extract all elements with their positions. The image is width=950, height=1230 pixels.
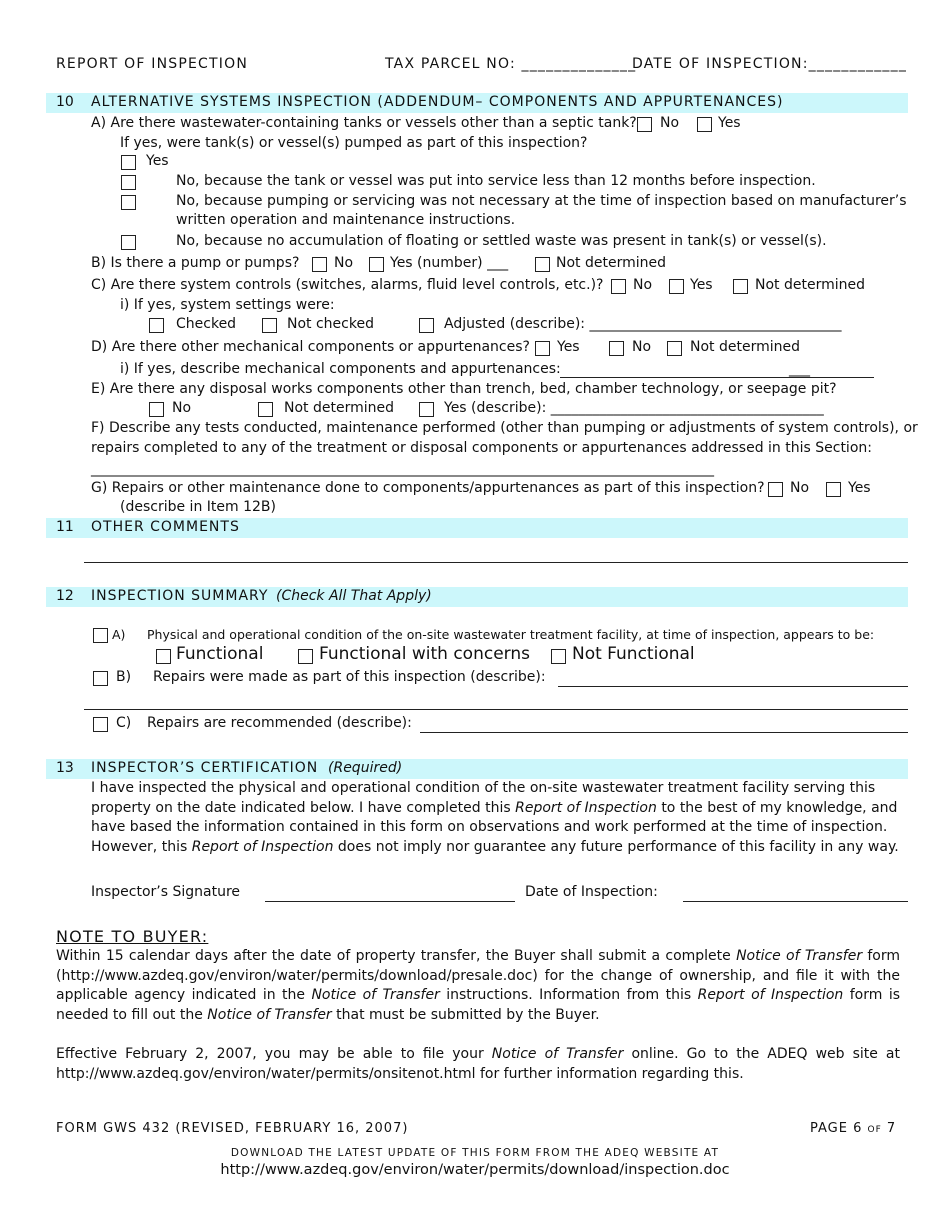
10d-not-determined-label: Not determined <box>690 339 800 355</box>
certification-line-2-end: to the best of my knowledge, and <box>661 800 898 816</box>
report-title: REPORT OF INSPECTION <box>56 56 248 72</box>
10a-opt2-label: No, because pumping or servicing was not necessary at the time of inspection based on manufacturer’s <box>176 193 907 209</box>
10g-no-checkbox[interactable] <box>768 482 783 497</box>
10a-pumped-yes-label: Yes <box>146 153 169 169</box>
10c-not-checked-label: Not checked <box>287 316 374 332</box>
tax-parcel-field[interactable]: TAX PARCEL NO: ______________ <box>385 56 637 72</box>
section-12-number: 12 <box>56 588 74 604</box>
12b-describe-line[interactable] <box>558 686 908 687</box>
12b-checkbox[interactable] <box>93 671 108 686</box>
certification-line-3: have based the information contained in this form on observations and work performed at the time of inspection. <box>91 819 888 835</box>
question-10f-line1: F) Describe any tests conducted, maintenance performed (other than pumping or adjustments of system controls), or <box>91 420 918 436</box>
section-13-title: INSPECTOR’S CERTIFICATION <box>91 760 319 776</box>
10a-no-label: No <box>660 115 680 131</box>
10f-describe-field[interactable]: _________________________________________________________________________________________ <box>91 461 714 477</box>
10a-opt2-label-cont: written operation and maintenance instructions. <box>176 212 516 228</box>
note-paragraph-2 <box>56 1045 900 1084</box>
certification-line-4-start: However, this <box>91 839 188 855</box>
10g-no-label: No <box>790 480 810 496</box>
10g-yes-checkbox[interactable] <box>826 482 841 497</box>
download-url[interactable]: http://www.azdeq.gov/environ/water/permits/download/inspection.doc <box>220 1162 730 1178</box>
10c-no-label: No <box>633 277 653 293</box>
12c-checkbox[interactable] <box>93 717 108 732</box>
12a-not-functional-checkbox[interactable] <box>551 649 566 664</box>
10c-no-checkbox[interactable] <box>611 279 626 294</box>
certification-line-2 <box>91 800 897 816</box>
section-11-number: 11 <box>56 519 74 535</box>
note-p1-d-italic: Notice of Transfer <box>207 1006 332 1023</box>
note-p1-c: applicable agency indicated in the <box>56 987 306 1004</box>
10c-not-checked-checkbox[interactable] <box>262 318 277 333</box>
section-10-number: 10 <box>56 94 74 110</box>
10a-opt1-checkbox[interactable] <box>121 175 136 190</box>
10e-no-label: No <box>172 400 192 416</box>
10a-yes-label: Yes <box>718 115 741 131</box>
12c-describe-line[interactable] <box>420 732 908 733</box>
10e-yes-checkbox[interactable] <box>419 402 434 417</box>
10a-opt3-checkbox[interactable] <box>121 235 136 250</box>
12a-not-functional-label: Not Functional <box>572 644 695 664</box>
10a-opt1-label: No, because the tank or vessel was put into service less than 12 months before inspection. <box>176 173 816 189</box>
12a-label: A) <box>112 627 126 642</box>
note-paragraph-1 <box>56 947 900 1025</box>
date-of-inspection-label: Date of Inspection: <box>525 884 658 900</box>
inspector-signature-line[interactable] <box>265 901 515 902</box>
10b-yes-number-label: Yes (number) ___ <box>390 255 509 271</box>
12a-functional-concerns-checkbox[interactable] <box>298 649 313 664</box>
10c-not-determined-checkbox[interactable] <box>733 279 748 294</box>
10a-opt2-checkbox[interactable] <box>121 195 136 210</box>
10g-yes-label: Yes <box>848 480 871 496</box>
10b-no-checkbox[interactable] <box>312 257 327 272</box>
question-10e: E) Are there any disposal works components other than trench, bed, chamber technology, or seepage pit? <box>91 381 837 397</box>
question-10c: C) Are there system controls (switches, alarms, fluid level controls, etc.)? <box>91 277 604 293</box>
10c-yes-label: Yes <box>690 277 713 293</box>
10a-no-checkbox[interactable] <box>637 117 652 132</box>
certification-line-4 <box>91 839 899 855</box>
10e-no-checkbox[interactable] <box>149 402 164 417</box>
note-p2-a-italic: Notice of Transfer <box>491 1046 624 1062</box>
form-number: FORM GWS 432 (REVISED, FEBRUARY 16, 2007) <box>56 1121 409 1136</box>
question-10c-sub: i) If yes, system settings were: <box>120 297 335 313</box>
section-11-title: OTHER COMMENTS <box>91 519 240 535</box>
question-10b: B) Is there a pump or pumps? <box>91 255 300 271</box>
note-p2-a-end: online. Go to the ADEQ web site at <box>631 1046 901 1062</box>
10e-not-determined-checkbox[interactable] <box>258 402 273 417</box>
10d-describe-line[interactable] <box>560 377 874 378</box>
10c-checked-checkbox[interactable] <box>149 318 164 333</box>
12a-functional-concerns-label: Functional with concerns <box>319 644 530 664</box>
certification-line-2-italic: Report of Inspection <box>515 800 657 816</box>
12a-functional-checkbox[interactable] <box>156 649 171 664</box>
10e-yes-describe-field[interactable]: Yes (describe): _______________________________________ <box>444 400 824 416</box>
question-10a-followup: If yes, were tank(s) or vessel(s) pumped as part of this inspection? <box>120 135 588 151</box>
10c-not-determined-label: Not determined <box>755 277 865 293</box>
12c-label: C) <box>116 715 132 731</box>
10a-yes-checkbox[interactable] <box>697 117 712 132</box>
note-p1-d: needed to fill out the <box>56 1006 203 1023</box>
10d-no-checkbox[interactable] <box>609 341 624 356</box>
section-10-title: ALTERNATIVE SYSTEMS INSPECTION (ADDENDUM– COMPONENTS AND APPURTENANCES) <box>91 94 784 110</box>
section-13-note: (Required) <box>328 760 403 776</box>
10d-no-label: No <box>632 339 652 355</box>
10b-not-determined-checkbox[interactable] <box>535 257 550 272</box>
10b-no-label: No <box>334 255 354 271</box>
10d-yes-label: Yes <box>557 339 580 355</box>
note-p1-c-italic-2: Report of Inspection <box>697 987 844 1004</box>
date-of-inspection-field[interactable]: DATE OF INSPECTION:____________ <box>632 56 908 72</box>
note-p1-c-mid: instructions. Information from this <box>446 987 692 1004</box>
certification-line-1: I have inspected the physical and operational condition of the on-site wastewater treatment facility serving this <box>91 780 876 796</box>
download-notice: DOWNLOAD THE LATEST UPDATE OF THIS FORM FROM THE ADEQ WEBSITE AT <box>230 1147 720 1159</box>
certification-line-4-italic: Report of Inspection <box>191 839 334 855</box>
question-10g: G) Repairs or other maintenance done to components/appurtenances as part of this inspection? <box>91 480 765 496</box>
question-10d-sub: i) If yes, describe mechanical components and appurtenances: <box>120 361 561 377</box>
12c-text: Repairs are recommended (describe): <box>147 715 412 731</box>
note-p1-d-end: that must be submitted by the Buyer. <box>336 1006 600 1023</box>
page-number: PAGE 6 of 7 <box>810 1121 897 1136</box>
note-p1-c-italic: Notice of Transfer <box>311 987 440 1004</box>
question-10g-note: (describe in Item 12B) <box>120 499 276 515</box>
question-10f-line2: repairs completed to any of the treatment or disposal components or appurtenances addressed in this Section: <box>91 440 872 456</box>
10c-yes-checkbox[interactable] <box>669 279 684 294</box>
note-p1-a: Within 15 calendar days after the date of property transfer, the Buyer shall submit a complete <box>56 948 731 964</box>
note-p2-b: http://www.azdeq.gov/environ/water/permits/onsitenot.html for further information regarding this. <box>56 1065 744 1082</box>
question-10a: A) Are there wastewater-containing tanks or vessels other than a septic tank? <box>91 115 637 131</box>
10e-not-determined-label: Not determined <box>284 400 394 416</box>
certification-line-2-start: property on the date indicated below. I have completed this <box>91 800 511 816</box>
10d-yes-checkbox[interactable] <box>535 341 550 356</box>
12b-text: Repairs were made as part of this inspection (describe): <box>153 669 546 685</box>
section-12-note: (Check All That Apply) <box>276 588 432 604</box>
question-10d: D) Are there other mechanical components or appurtenances? <box>91 339 530 355</box>
12a-functional-label: Functional <box>176 644 264 664</box>
certification-line-4-end: does not imply nor guarantee any future performance of this facility in any way. <box>337 839 899 855</box>
note-p1-b: (http://www.azdeq.gov/environ/water/permits/download/presale.doc) for the change of ownership, and file it with the <box>56 967 900 984</box>
section-13-number: 13 <box>56 760 74 776</box>
note-p1-a-italic: Notice of Transfer <box>736 948 863 964</box>
inspector-signature-label: Inspector’s Signature <box>91 884 241 900</box>
note-p2-a: Effective February 2, 2007, you may be able to file your <box>56 1046 484 1062</box>
10d-describe-blank: ___ <box>789 361 810 377</box>
10c-adjusted-field[interactable]: Adjusted (describe): ____________________________________ <box>444 316 842 332</box>
note-p1-a-end: form <box>867 948 901 964</box>
12a-checkbox[interactable] <box>93 628 108 643</box>
10c-checked-label: Checked <box>176 316 237 332</box>
10b-yes-checkbox[interactable] <box>369 257 384 272</box>
other-comments-line[interactable] <box>84 562 908 563</box>
date-of-inspection-line[interactable] <box>683 901 908 902</box>
note-p1-c-end: form is <box>849 987 901 1004</box>
10a-opt3-label: No, because no accumulation of floating or settled waste was present in tank(s) or vessel(s). <box>176 233 827 249</box>
10b-not-determined-label: Not determined <box>556 255 666 271</box>
section-12-title: INSPECTION SUMMARY <box>91 588 269 604</box>
12b-label: B) <box>116 669 132 685</box>
10c-adjusted-checkbox[interactable] <box>419 318 434 333</box>
12b-describe-line-2[interactable] <box>84 709 908 710</box>
10d-not-determined-checkbox[interactable] <box>667 341 682 356</box>
12a-text: Physical and operational condition of the on-site wastewater treatment facility, at time of inspection, appears to be: <box>147 627 875 642</box>
note-to-buyer-title: NOTE TO BUYER: <box>56 927 209 946</box>
10a-pumped-yes-checkbox[interactable] <box>121 155 136 170</box>
